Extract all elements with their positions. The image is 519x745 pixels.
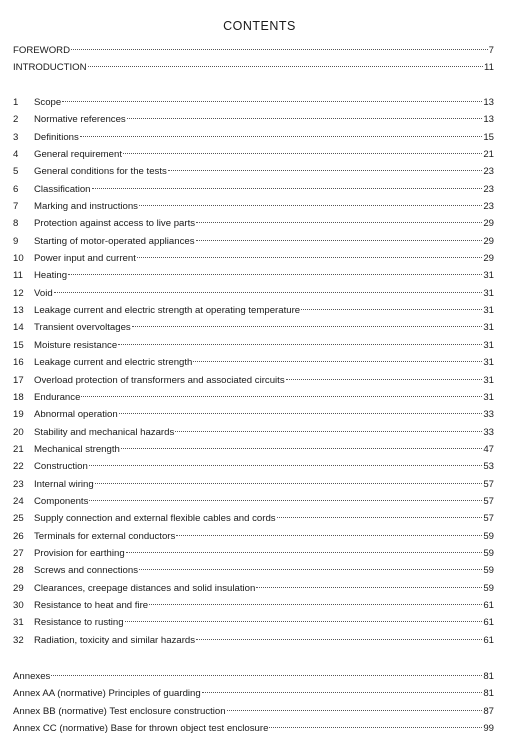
dot-leader	[51, 675, 482, 676]
toc-entry-page: 23	[483, 201, 494, 213]
dot-leader	[256, 587, 482, 588]
dot-leader	[277, 517, 483, 518]
toc-entry-label: Screws and connections	[34, 565, 138, 577]
annex-list	[13, 668, 494, 737]
toc-entry-page: 59	[483, 530, 494, 542]
toc-entry[interactable]	[13, 94, 494, 111]
toc-entry-label: Endurance	[34, 391, 81, 403]
toc-entry-number: 26	[13, 530, 24, 542]
toc-entry-page: 61	[483, 599, 494, 611]
dot-leader	[121, 448, 482, 449]
toc-entry[interactable]	[13, 198, 494, 215]
toc-entry-page: 33	[483, 426, 494, 438]
toc-entry-label: Annex BB (normative) Test enclosure construction	[13, 705, 226, 717]
toc-entry-page: 31	[483, 287, 494, 299]
toc-entry-label: Void	[34, 287, 53, 299]
toc-entry-page: 29	[483, 235, 494, 247]
toc-entry[interactable]	[13, 528, 494, 545]
dot-leader	[127, 118, 483, 119]
dot-leader	[126, 552, 483, 553]
toc-entry-page: 81	[483, 688, 494, 700]
toc-entry-number: 29	[13, 582, 24, 594]
dot-leader	[196, 639, 482, 640]
toc-entry-page: 21	[483, 149, 494, 161]
dot-leader	[89, 500, 482, 501]
toc-entry-number: 32	[13, 634, 24, 646]
toc-entry-page: 57	[483, 495, 494, 507]
toc-entry-label: Definitions	[34, 131, 79, 143]
toc-entry[interactable]	[13, 493, 494, 510]
toc-entry-page: 99	[483, 723, 494, 735]
toc-entry[interactable]	[13, 250, 494, 267]
toc-entry-page: 23	[483, 166, 494, 178]
dot-leader	[137, 257, 482, 258]
dot-leader	[193, 361, 482, 362]
toc-entry-label: Resistance to rusting	[34, 617, 124, 629]
toc-entry-label: Heating	[34, 270, 68, 282]
dot-leader	[80, 136, 483, 137]
toc-entry[interactable]	[13, 510, 494, 527]
toc-entry-number: 28	[13, 565, 24, 577]
toc-entry-page: 59	[483, 547, 494, 559]
dot-leader	[81, 396, 482, 397]
toc-entry[interactable]	[13, 424, 494, 441]
dot-leader	[139, 205, 482, 206]
toc-entry[interactable]	[13, 685, 494, 702]
dot-leader	[92, 188, 483, 189]
toc-entry-number: 6	[13, 183, 19, 195]
toc-entry-number: 30	[13, 599, 24, 611]
toc-entry-label: Marking and instructions	[34, 201, 138, 213]
dot-leader	[176, 535, 482, 536]
toc-entry-page: 61	[483, 634, 494, 646]
toc-entry-number: 18	[13, 391, 24, 403]
toc-entry[interactable]	[13, 111, 494, 128]
dot-leader	[168, 170, 483, 171]
toc-entry[interactable]	[13, 597, 494, 614]
toc-entry-label: Annex AA (normative) Principles of guarding	[13, 688, 201, 700]
toc-entry-number: 22	[13, 461, 24, 473]
toc-entry-page: 31	[483, 305, 494, 317]
toc-entry[interactable]	[13, 42, 494, 59]
toc-entry[interactable]	[13, 458, 494, 475]
toc-entry-label: Stability and mechanical hazards	[34, 426, 175, 438]
dot-leader	[286, 379, 483, 380]
clause-list	[13, 94, 494, 649]
toc-entry[interactable]	[13, 389, 494, 406]
toc-entry-page: 11	[484, 62, 494, 74]
toc-entry-label: General conditions for the tests	[34, 166, 167, 178]
toc-entry[interactable]	[13, 441, 494, 458]
dot-leader	[88, 66, 483, 67]
dot-leader	[196, 240, 483, 241]
toc-entry[interactable]	[13, 545, 494, 562]
dot-leader	[139, 569, 482, 570]
toc-entry-page: 7	[488, 45, 494, 56]
toc-entry-number: 20	[13, 426, 24, 438]
toc-entry[interactable]	[13, 720, 494, 737]
dot-leader	[54, 292, 483, 293]
toc-entry-label: Abnormal operation	[34, 409, 118, 421]
toc-entry-number: 24	[13, 495, 24, 507]
toc-entry-number: 15	[13, 339, 24, 351]
toc-entry-page: 31	[483, 270, 494, 282]
toc-entry-label: Transient overvoltages	[34, 322, 131, 334]
toc-entry[interactable]	[13, 181, 494, 198]
dot-leader	[196, 222, 482, 223]
toc-entry-number: 21	[13, 443, 24, 455]
toc-entry-label: Supply connection and external flexible cables and cords	[34, 513, 276, 525]
toc-entry-number: 8	[13, 218, 19, 230]
toc-entry-label: Mechanical strength	[34, 443, 120, 455]
toc-entry-page: 29	[483, 253, 494, 265]
toc-entry-number: 31	[13, 617, 24, 629]
dot-leader	[123, 153, 482, 154]
toc-entry-page: 57	[483, 513, 494, 525]
toc-entry[interactable]	[13, 267, 494, 284]
toc-entry[interactable]	[13, 372, 494, 389]
toc-entry-number: 3	[13, 131, 19, 143]
toc-entry-page: 23	[483, 183, 494, 195]
toc-entry[interactable]	[13, 337, 494, 354]
toc-entry[interactable]	[13, 285, 494, 302]
dot-leader	[269, 727, 482, 728]
toc-entry-label: Leakage current and electric strength	[34, 357, 193, 369]
toc-entry-label: Moisture resistance	[34, 339, 118, 351]
toc-entry-label: Components	[34, 495, 89, 507]
toc-entry[interactable]	[13, 215, 494, 232]
toc-entry-page: 13	[483, 114, 494, 126]
toc-entry[interactable]	[13, 129, 494, 146]
toc-entry-label: Scope	[34, 97, 62, 108]
toc-entry-label: Terminals for external conductors	[34, 530, 176, 542]
toc-entry-number: 12	[13, 287, 24, 299]
toc-entry[interactable]	[13, 354, 494, 371]
toc-entry[interactable]	[13, 476, 494, 493]
toc-entry-label: FOREWORD	[13, 45, 71, 56]
toc-entry-number: 9	[13, 235, 19, 247]
toc-entry-label: Clearances, creepage distances and solid insulation	[34, 582, 256, 594]
toc-entry-page: 59	[483, 582, 494, 594]
toc-entry-page: 33	[483, 409, 494, 421]
toc-entry[interactable]	[13, 703, 494, 720]
toc-entry-number: 11	[13, 270, 23, 282]
dot-leader	[125, 621, 483, 622]
toc-entry-label: Internal wiring	[34, 478, 94, 490]
toc-entry-label: Leakage current and electric strength at operating temperature	[34, 305, 301, 317]
dot-leader	[119, 413, 483, 414]
toc-entry-number: 2	[13, 114, 19, 126]
front-matter-list	[13, 42, 494, 77]
toc-entry-number: 25	[13, 513, 24, 525]
dot-leader	[132, 326, 483, 327]
toc-entry-number: 1	[13, 97, 19, 108]
toc-entry-page: 57	[483, 478, 494, 490]
toc-entry-page: 59	[483, 565, 494, 577]
toc-entry-number: 10	[13, 253, 24, 265]
toc-entry-page: 31	[483, 322, 494, 334]
dot-leader	[62, 101, 482, 102]
toc-entry-label: Protection against access to live parts	[34, 218, 196, 230]
dot-leader	[202, 692, 483, 693]
toc-entry-label: Classification	[34, 183, 91, 195]
toc-entry-label: Power input and current	[34, 253, 136, 265]
toc-entry-label: Radiation, toxicity and similar hazards	[34, 634, 196, 646]
dot-leader	[227, 710, 483, 711]
toc-entry-page: 61	[483, 617, 494, 629]
toc-entry-label: Construction	[34, 461, 88, 473]
toc-entry[interactable]	[13, 668, 494, 685]
toc-entry[interactable]	[13, 614, 494, 631]
toc-entry-number: 23	[13, 478, 24, 490]
toc-entry-page: 53	[483, 461, 494, 473]
toc-entry-page: 31	[483, 391, 494, 403]
toc-entry[interactable]	[13, 163, 494, 180]
dot-leader	[149, 604, 482, 605]
toc-entry-label: INTRODUCTION	[13, 62, 87, 74]
toc-entry-page: 81	[483, 671, 494, 682]
toc-entry[interactable]	[13, 233, 494, 250]
toc-entry-number: 5	[13, 166, 19, 178]
toc-entry-number: 4	[13, 149, 19, 161]
toc-entry-number: 16	[13, 357, 24, 369]
toc-entry-number: 7	[13, 201, 19, 213]
toc-entry[interactable]	[13, 146, 494, 163]
toc-entry-label: Overload protection of transformers and associated circuits	[34, 374, 285, 386]
toc-entry[interactable]	[13, 580, 494, 597]
dot-leader	[301, 309, 482, 310]
toc-entry-number: 27	[13, 547, 24, 559]
toc-entry-page: 31	[483, 357, 494, 369]
toc-entry-label: Annexes	[13, 671, 51, 682]
toc-entry-label: General requirement	[34, 149, 122, 161]
toc-entry[interactable]	[13, 562, 494, 579]
dot-leader	[71, 49, 488, 50]
toc-entry-page: 31	[483, 374, 494, 386]
dot-leader	[68, 274, 482, 275]
dot-leader	[175, 431, 482, 432]
toc-entry[interactable]	[13, 319, 494, 336]
toc-entry-page: 29	[483, 218, 494, 230]
toc-entry-page: 13	[483, 97, 494, 108]
toc-entry[interactable]	[13, 59, 494, 76]
toc-entry-label: Resistance to heat and fire	[34, 599, 149, 611]
dot-leader	[95, 483, 483, 484]
toc-entry-label: Annex CC (normative) Base for thrown object test enclosure	[13, 723, 269, 735]
toc-entry-number: 13	[13, 305, 24, 317]
toc-entry-page: 31	[483, 339, 494, 351]
toc-entry-number: 17	[13, 374, 24, 386]
toc-entry-number: 19	[13, 409, 24, 421]
toc-entry-page: 47	[483, 443, 494, 455]
toc-entry-label: Provision for earthing	[34, 547, 125, 559]
toc-entry-number: 14	[13, 322, 24, 334]
dot-leader	[118, 344, 482, 345]
dot-leader	[89, 465, 482, 466]
toc-entry[interactable]	[13, 406, 494, 423]
toc-entry[interactable]	[13, 632, 494, 649]
page-title: CONTENTS	[223, 19, 296, 33]
toc-entry-page: 15	[483, 131, 494, 143]
toc-entry[interactable]	[13, 302, 494, 319]
toc-entry-label: Normative references	[34, 114, 126, 126]
toc-entry-page: 87	[483, 705, 494, 717]
toc-entry-label: Starting of motor-operated appliances	[34, 235, 195, 247]
